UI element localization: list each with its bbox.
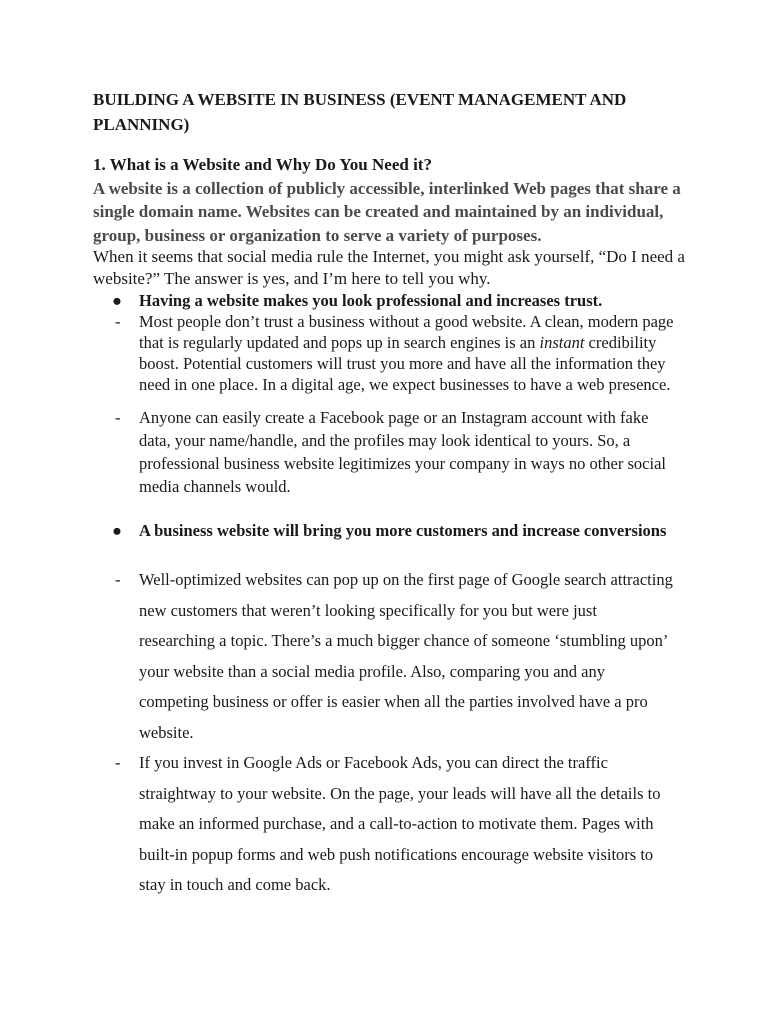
bullet-title: Having a website makes you look professional and increases trust.	[139, 291, 603, 310]
bullet-more-customers	[112, 519, 672, 542]
website-definition: A website is a collection of publicly accessible, interlinked Web pages that share a single domain name. Websites can be created and maintained by an individual, group, business or organization to serve a variety of purposes.	[93, 179, 681, 245]
bullet-title: A business website will bring you more customers and increase conversions	[139, 521, 667, 540]
dash-marker: -	[115, 408, 121, 427]
text-segment: Most people don’t trust a business without a good website. A clean, modern page that is regularly updated and pops up in search engines is an	[139, 312, 674, 352]
bullet-professional-trust	[112, 290, 672, 311]
bullet-marker: ●	[112, 521, 122, 540]
dash-item-trust	[112, 311, 677, 395]
dash-item-ads-traffic	[112, 748, 677, 901]
dash-item-text: If you invest in Google Ads or Facebook Ads, you can direct the traffic straightway to your website. On the page, your leads will have all the details to make an informed purchase, and a call-to-action to motivate them. Pages with built-in popup forms and web push notifications encourage website visitors to stay in touch and come back.	[139, 753, 661, 894]
document-title: BUILDING A WEBSITE IN BUSINESS (EVENT MANAGEMENT AND PLANNING)	[93, 90, 627, 134]
dash-marker: -	[115, 570, 121, 589]
dash-item-text: Anyone can easily create a Facebook page or an Instagram account with fake data, your name/handle, and the profiles may look identical to yours. So, a professional business website legitimizes your company in ways no other social media channels would.	[139, 408, 666, 496]
intro-paragraph: When it seems that social media rule the Internet, you might ask yourself, “Do I need a website?” The answer is yes, and I’m here to tell you why.	[93, 247, 685, 288]
text-segment: credibility boost. Potential customers will trust you more and have all the information they need in one place. In a digital age, we expect businesses to have a web presence.	[139, 333, 671, 394]
emphasis-instant: instant	[539, 333, 585, 352]
dash-item-fake-profiles	[112, 406, 677, 498]
section-heading: 1. What is a Website and Why Do You Need it?	[93, 155, 432, 174]
dash-marker: -	[115, 753, 121, 772]
dash-marker: -	[115, 312, 121, 331]
bullet-marker: ●	[112, 291, 122, 310]
dash-item-google-search	[112, 565, 677, 748]
dash-item-text: Well-optimized websites can pop up on the first page of Google search attracting new customers that weren’t looking specifically for you but were just researching a topic. There’s a much bigger chance of someone ‘stumbling upon’ your website than a social media profile. Also, comparing you and any competing business or offer is easier when all the parties involved have a pro website.	[139, 570, 673, 742]
dash-item-text	[139, 311, 677, 395]
